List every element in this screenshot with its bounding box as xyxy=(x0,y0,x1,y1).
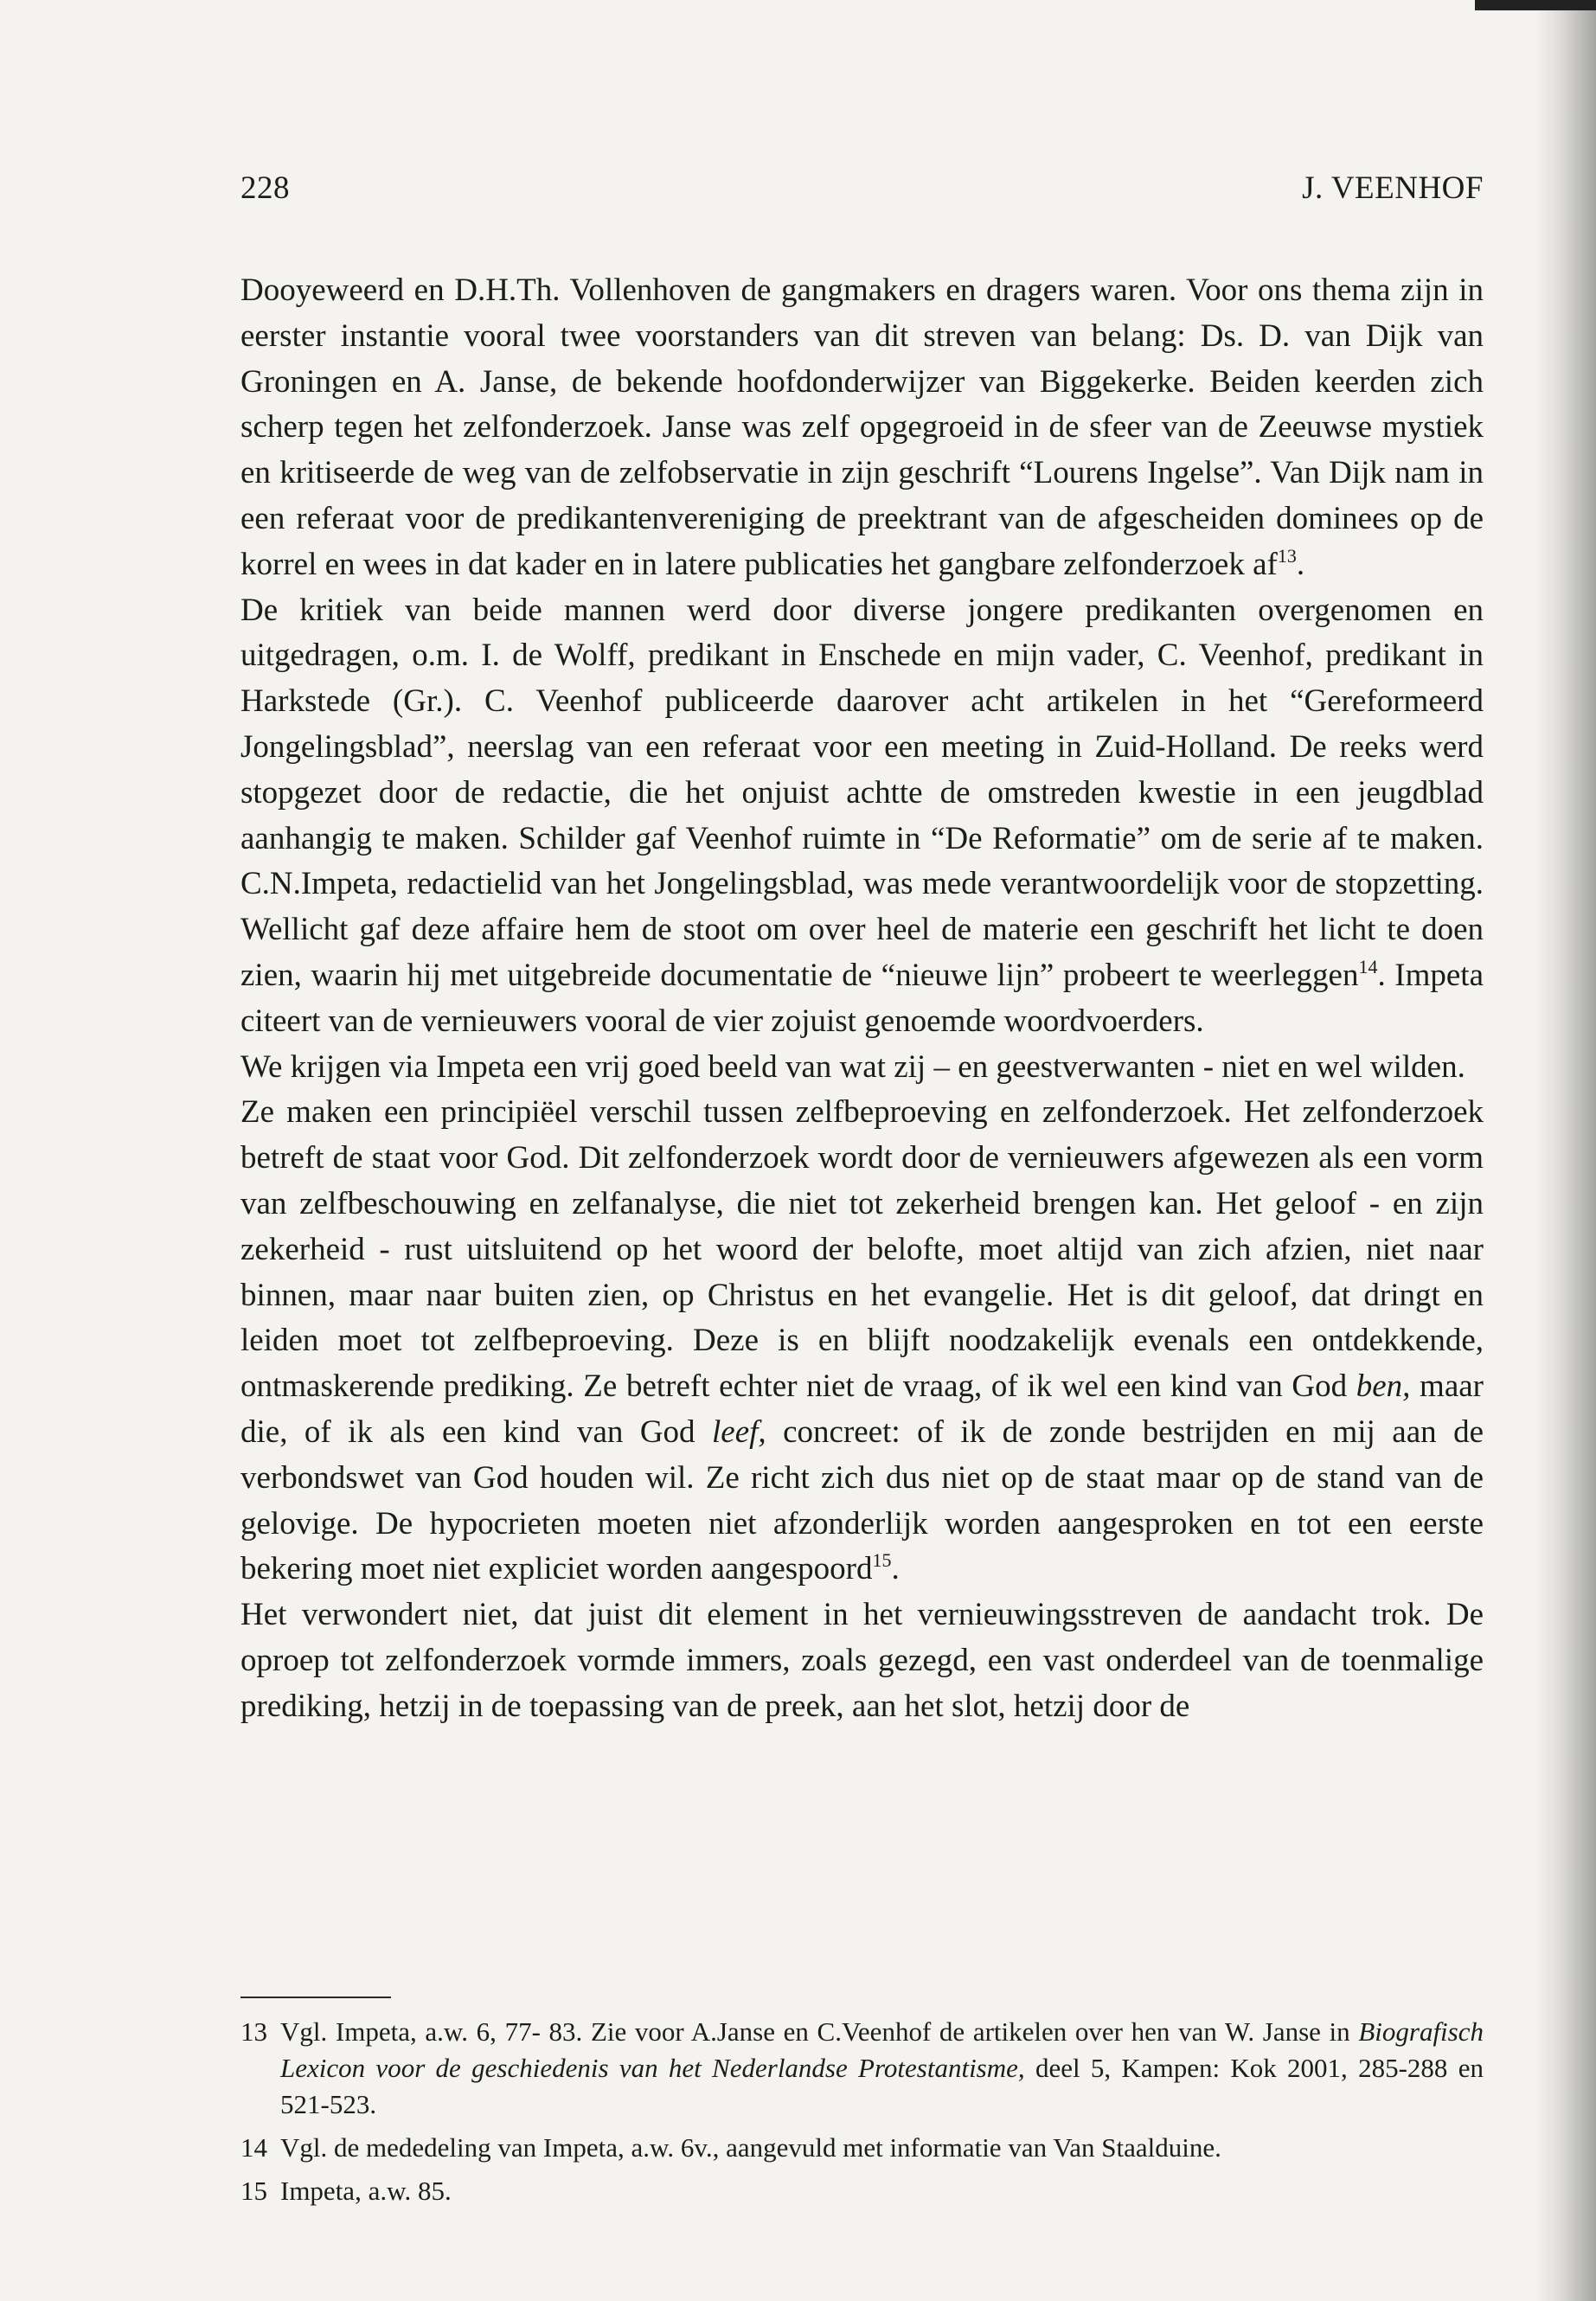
scan-corner-mark xyxy=(1475,0,1596,10)
footnote-15 xyxy=(240,2173,1484,2209)
footnote-italic-title: Biografisch Lexicon voor de geschiedenis van het Nederlandse Protestantisme, xyxy=(280,2016,1484,2083)
paragraph-1-text: Dooyeweerd en D.H.Th. Vollenhoven de gangmakers en dragers waren. Voor ons thema zijn in eerster instantie vooral twee voorstanders van dit streven van belang: Ds. D. van Dijk van Groningen en A. Janse, de bekende hoofdonderwijzer van Biggekerke. Beiden keerden zich scherp tegen het zelfonderzoek. Janse was zelf opgegroeid in de sfeer van de Zeeuwse mystiek en kritiseerde de weg van de zelfobservatie in zijn geschrift “Lourens Ingelse”. Van Dijk nam in een referaat voor de predikantenvereniging de preektrant van de afgescheiden dominees op de korrel en wees in dat kader en in latere publicaties het gangbare zelfonderzoek af xyxy=(240,272,1484,582)
footnote-text: Vgl. Impeta, a.w. 6, 77- 83. Zie voor A.Janse en C.Veenhof de artikelen over hen van W. Janse in xyxy=(280,2016,1359,2047)
paragraph-4-text-start: Ze maken een principiëel verschil tussen zelfbeproeving en zelfonderzoek. Het zelfonderzoek betreft de staat voor God. Dit zelfonderzoek wordt door de vernieuwers afgewezen als een vorm van zelfbeschouwing en zelfanalyse, die niet tot zekerheid brengen kan. Het geloof - en zijn zekerheid - rust uitsluitend op het woord der belofte, moet altijd van zich afzien, niet naar binnen, maar naar buiten zien, op Christus en het evangelie. Het is dit geloof, dat dringt en leiden moet tot zelfbeproeving. Deze is en blijft noodzakelijk evenals een ontdekkende, ontmaskerende prediking. Ze betreft echter niet de vraag, of ik wel een kind van God xyxy=(240,1094,1484,1405)
paragraph-3 xyxy=(240,1045,1484,1091)
paragraph-2 xyxy=(240,588,1484,1045)
paragraph-4-end: . xyxy=(891,1551,900,1587)
running-head xyxy=(240,170,1484,213)
footnote-ref-13: 13 xyxy=(1277,544,1297,567)
paragraph-4-italic-leef: leef, xyxy=(712,1413,766,1450)
paragraph-2-after: . Impeta citeert van de vernieuwers vooral de vier zojuist genoemde woordvoerders. xyxy=(240,957,1484,1039)
paragraph-1-end: . xyxy=(1296,546,1305,582)
paragraph-4-italic-ben: ben, xyxy=(1356,1368,1411,1405)
paragraph-4 xyxy=(240,1090,1484,1593)
footnote-text-end: deel 5, Kampen: Kok 2001, 285-288 en 521-523. xyxy=(280,2053,1484,2119)
page-number: 228 xyxy=(240,170,290,206)
footnote-number: 13 xyxy=(240,2016,267,2047)
paragraph-4-text-end: concreet: of ik de zonde bestrijden en mij aan de verbondswet van God houden wil. Ze richt zich dus niet op de staat maar op de stand van de gelovige. De hypocrieten moeten niet afzonderlijk worden aangesproken en tot een eerste bekering moet niet expliciet worden aangespoord xyxy=(240,1413,1484,1587)
footnote-13 xyxy=(240,2014,1484,2123)
paragraph-1 xyxy=(240,268,1484,588)
footnote-number: 14 xyxy=(240,2132,267,2163)
footnote-divider xyxy=(240,1997,391,1998)
footnote-text: Impeta, a.w. 85. xyxy=(280,2176,452,2206)
footnote-ref-15: 15 xyxy=(872,1549,892,1572)
body-text xyxy=(240,268,1484,1730)
paragraph-5-text: Het verwondert niet, dat juist dit element in het vernieuwingsstreven de aandacht trok. De oproep tot zelfonderzoek vormde immers, zoals gezegd, een vast onderdeel van de toenmalige prediking, hetzij in de toepassing van de preek, aan het slot, hetzij door de xyxy=(240,1597,1484,1724)
paragraph-3-text: We krijgen via Impeta een vrij goed beeld van wat zij – en geestverwanten - niet en wel wilden. xyxy=(240,1048,1465,1085)
paragraph-4-text-mid: maar die, of ik als een kind van God xyxy=(240,1368,1484,1450)
footnote-number: 15 xyxy=(240,2176,267,2206)
footnotes xyxy=(240,2014,1484,2216)
paragraph-5 xyxy=(240,1593,1484,1729)
paragraph-2-text: De kritiek van beide mannen werd door diverse jongere predikanten overgenomen en uitgedragen, o.m. I. de Wolff, predikant in Enschede en mijn vader, C. Veenhof, predikant in Harkstede (Gr.). C. Veenhof publiceerde daarover acht artikelen in het “Gereformeerd Jongelingsblad”, neerslag van een referaat voor een meeting in Zuid-Holland. De reeks werd stopgezet door de redactie, die het onjuist achtte de omstreden kwestie in een jeugdblad aanhangig te maken. Schilder gaf Veenhof ruimte in “De Reformatie” om de serie af te maken. C.N.Impeta, redactielid van het Jongelingsblad, was mede verantwoordelijk voor de stopzetting. Wellicht gaf deze affaire hem de stoot om over heel de materie een geschrift het licht te doen zien, waarin hij met uitgebreide documentatie de “nieuwe lijn” probeert te weerleggen xyxy=(240,592,1484,993)
binding-shadow xyxy=(1535,0,1596,2301)
footnote-ref-14: 14 xyxy=(1358,955,1378,977)
footnote-14 xyxy=(240,2130,1484,2166)
footnote-text: Vgl. de mededeling van Impeta, a.w. 6v., aangevuld met informatie van Van Staalduine. xyxy=(280,2132,1221,2163)
running-author: J. VEENHOF xyxy=(1302,170,1484,206)
